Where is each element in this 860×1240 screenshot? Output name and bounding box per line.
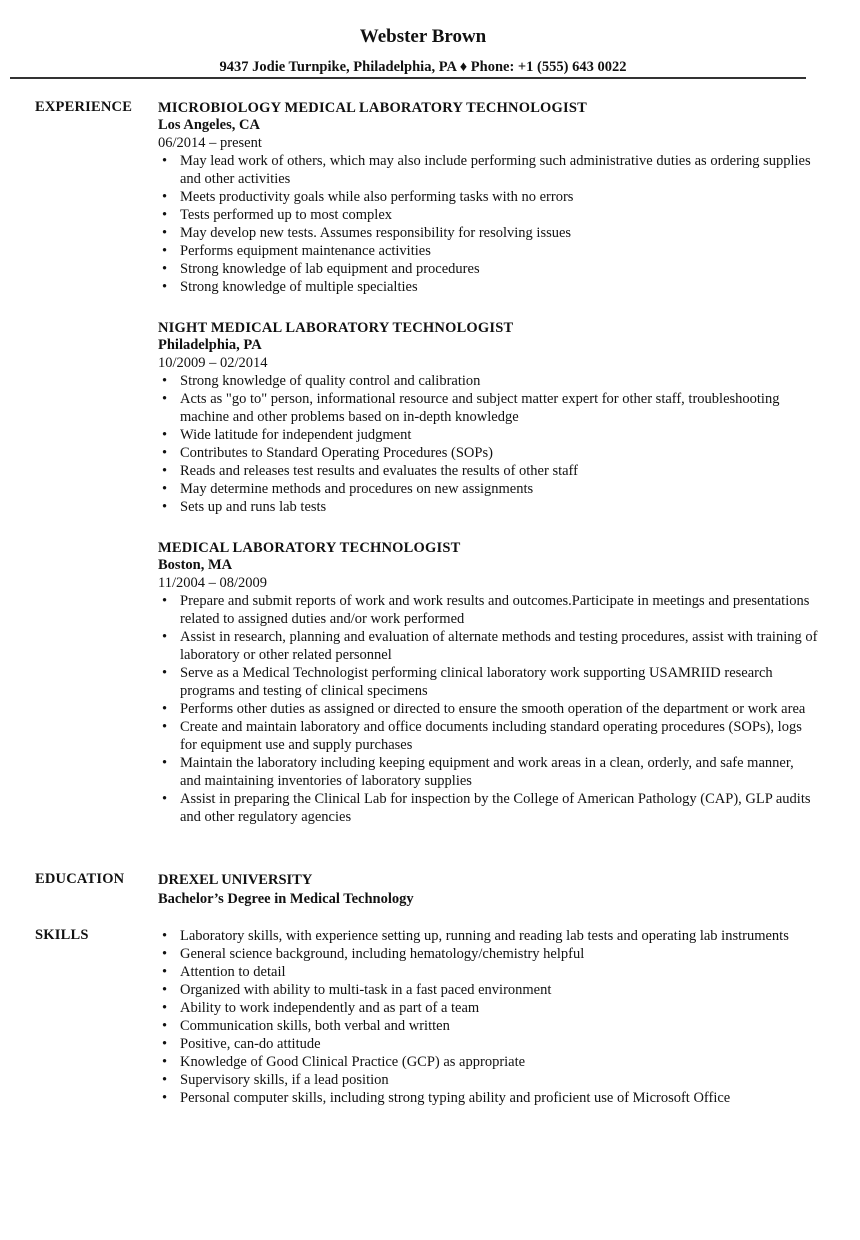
job-duties-list	[158, 592, 818, 826]
list-item: • Supervisory skills, if a lead position	[162, 1072, 389, 1088]
list-item: • Sets up and runs lab tests	[162, 499, 327, 515]
education-entry	[158, 871, 818, 909]
job-entry	[158, 319, 818, 516]
list-item: • Reads and releases test results and evaluates the results of other staff	[162, 463, 578, 479]
candidate-name: Webster Brown	[359, 26, 487, 47]
list-item: • Serve as a Medical Technologist performing clinical laboratory work supporting USAMRIID research programs and testing of clinical specimens	[162, 665, 773, 699]
job-title: NIGHT MEDICAL LABORATORY TECHNOLOGIST	[158, 320, 514, 336]
job-duties-list	[158, 152, 818, 296]
list-item: • Strong knowledge of multiple specialties	[162, 279, 418, 295]
degree: Bachelor’s Degree in Medical Technology	[158, 891, 414, 907]
list-item: • Personal computer skills, including strong typing ability and proficient use of Microsoft Office	[162, 1090, 731, 1106]
list-item: • Tests performed up to most complex	[162, 207, 393, 223]
list-item: • Assist in research, planning and evaluation of alternate methods and testing procedures, assist with training of laboratory or other related personnel	[162, 629, 818, 663]
experience-section-label: EXPERIENCE	[35, 99, 133, 115]
contact-line: 9437 Jodie Turnpike, Philadelphia, PA ♦ Phone: +1 (555) 643 0022	[219, 59, 627, 75]
job-dates: 11/2004 – 08/2009	[158, 575, 268, 591]
list-item: • General science background, including hematology/chemistry helpful	[162, 946, 585, 962]
job-title: MICROBIOLOGY MEDICAL LABORATORY TECHNOLOGIST	[158, 100, 587, 116]
list-item: • Performs other duties as assigned or directed to ensure the smooth operation of the department or work area	[162, 701, 806, 717]
list-item: • Communication skills, both verbal and written	[162, 1018, 450, 1034]
list-item: • Strong knowledge of lab equipment and procedures	[162, 261, 480, 277]
list-item: • Performs equipment maintenance activities	[162, 243, 431, 259]
skills-list	[158, 927, 818, 1107]
list-item: • Positive, can-do attitude	[162, 1036, 321, 1052]
job-entry	[158, 99, 818, 296]
list-item: • Assist in preparing the Clinical Lab for inspection by the College of American Pathology (CAP), GLP audits and other regulatory agencies	[162, 791, 811, 825]
list-item: • Laboratory skills, with experience setting up, running and reading lab tests and operating lab instruments	[162, 928, 789, 944]
skills-section-label: SKILLS	[35, 927, 89, 943]
list-item: • Maintain the laboratory including keeping equipment and work areas in a clean, orderly, and safe manner, and maintaining inventories of laboratory supplies	[162, 755, 794, 789]
header-divider	[10, 77, 806, 79]
education-section-label: EDUCATION	[35, 871, 125, 887]
list-item: • Prepare and submit reports of work and work results and outcomes.Participate in meetings and presentations related to assigned duties and/or work performed	[162, 593, 810, 627]
list-item: • Contributes to Standard Operating Procedures (SOPs)	[162, 445, 493, 461]
job-entry	[158, 539, 818, 826]
list-item: • Knowledge of Good Clinical Practice (GCP) as appropriate	[162, 1054, 526, 1070]
list-item: • Attention to detail	[162, 964, 286, 980]
school-name: DREXEL UNIVERSITY	[158, 872, 313, 888]
job-location: Philadelphia, PA	[158, 337, 262, 353]
job-duties-list	[158, 372, 818, 516]
list-item: • May develop new tests. Assumes responsibility for resolving issues	[162, 225, 572, 241]
list-item: • Meets productivity goals while also performing tasks with no errors	[162, 189, 574, 205]
list-item: • May determine methods and procedures on new assignments	[162, 481, 534, 497]
job-dates: 06/2014 – present	[158, 135, 262, 151]
job-location: Boston, MA	[158, 557, 233, 573]
skills-block	[158, 927, 818, 1107]
list-item: • Wide latitude for independent judgment	[162, 427, 412, 443]
job-title: MEDICAL LABORATORY TECHNOLOGIST	[158, 540, 461, 556]
list-item: • Acts as "go to" person, informational resource and subject matter expert for other staff, troubleshooting machine and other problems based on in-depth knowledge	[162, 391, 780, 425]
list-item: • Strong knowledge of quality control and calibration	[162, 373, 481, 389]
list-item: • Create and maintain laboratory and office documents including standard operating procedures (SOPs), logs for equipment use and supply purchases	[162, 719, 802, 753]
list-item: • Ability to work independently and as part of a team	[162, 1000, 480, 1016]
job-location: Los Angeles, CA	[158, 117, 260, 133]
list-item: • May lead work of others, which may also include performing such administrative duties as ordering supplies and other activities	[162, 153, 811, 187]
job-dates: 10/2009 – 02/2014	[158, 355, 268, 371]
list-item: • Organized with ability to multi-task in a fast paced environment	[162, 982, 552, 998]
